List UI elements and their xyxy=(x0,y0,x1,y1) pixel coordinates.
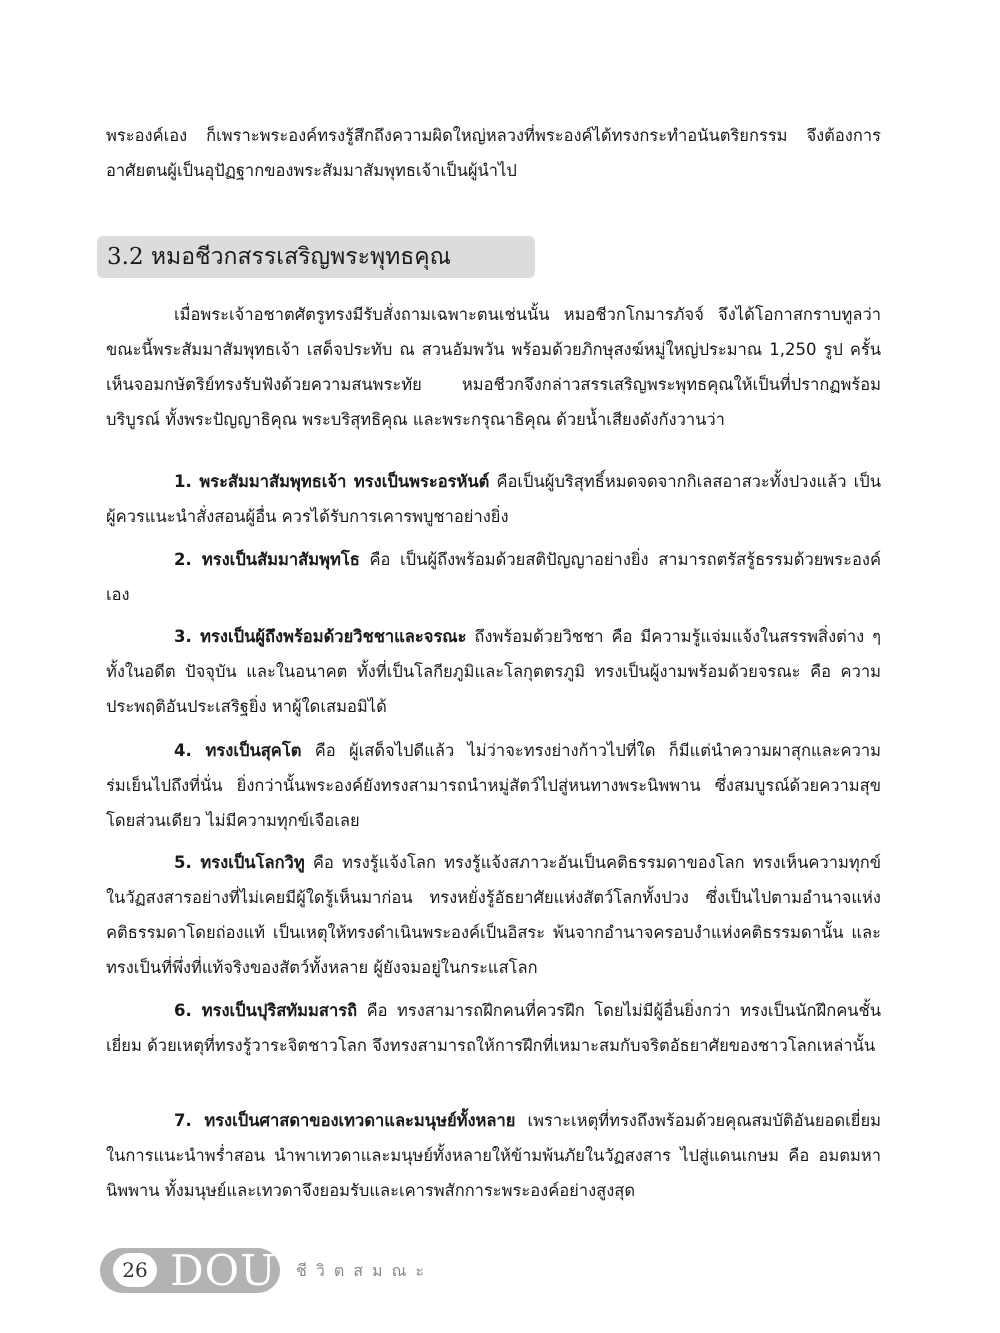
section-heading: 3.2 หมอชีวกสรรเสริญพระพุทธคุณ xyxy=(97,236,535,278)
item-text: ถึงพร้อมด้วยวิชชา คือ มีความรู้แจ่มแจ้งในสรรพสิ่งต่าง ๆ ทั้งในอดีต ปัจจุบัน และในอนาคต ทั้งที่เป็นโลกียภูมิและโลกุตตรภูมิ ทรงเป็นผู้งามพร้อมด้วยจรณะ คือ ความประพฤติอันประเสริฐยิ่ง หาผู้ใดเสมอมิได้ xyxy=(106,627,881,716)
intro-paragraph: พระองค์เอง ก็เพราะพระองค์ทรงรู้สึกถึงความผิดใหญ่หลวงที่พระองค์ได้ทรงกระทำอนันตริยกรรม จึงต้องการอาศัยตนผู้เป็นอุปัฏฐากของพระสัมมาสัมพุทธเจ้าเป็นผู้นำไป xyxy=(106,126,881,180)
dou-logo: DOU xyxy=(170,1246,277,1295)
item-text: เพราะเหตุที่ทรงถึงพร้อมด้วยคุณสมบัติอันยอดเยี่ยม ในการแนะนำพร่ำสอน นำพาเทวดาและมนุษย์ทั้งหลายให้ข้ามพ้นภัยในวัฏสงสาร ไปสู่แดนเกษม คือ อมตมหานิพพาน ทั้งมนุษย์และเทวดาจึงยอมรับและเคารพสักการะพระองค์อย่างสูงสุด xyxy=(106,1111,881,1200)
item-title: 2. ทรงเป็นสัมมาสัมพุทโธ xyxy=(174,550,360,569)
list-item xyxy=(106,464,881,534)
item-text: คือ ผู้เสด็จไปดีแล้ว ไม่ว่าจะทรงย่างก้าวไปที่ใด ก็มีแต่นำความผาสุกและความร่มเย็นไปถึงที่นั่น ยิ่งกว่านั้นพระองค์ยังทรงสามารถนำหมู่สัตว์ไปสู่หนทางพระนิพพาน ซึ่งสมบูรณ์ด้วยความสุขโดยส่วนเดียว ไม่มีความทุกข์เจือเลย xyxy=(106,741,881,830)
list-item xyxy=(106,845,881,985)
list-item xyxy=(106,542,881,612)
item-text: คือ เป็นผู้ถึงพร้อมด้วยสติปัญญาอย่างยิ่ง สามารถตรัสรู้ธรรมด้วยพระองค์เอง xyxy=(106,550,882,604)
item-title: 3. ทรงเป็นผู้ถึงพร้อมด้วยวิชชาและจรณะ xyxy=(174,627,467,646)
list-item xyxy=(106,733,881,838)
page-number: 26 xyxy=(113,1253,157,1287)
book-title: ชีวิตสมณะ xyxy=(296,1261,433,1280)
item-title: 5. ทรงเป็นโลกวิทู xyxy=(174,853,305,872)
list-item xyxy=(106,1103,881,1208)
item-title: 7. ทรงเป็นศาสดาของเทวดาและมนุษย์ทั้งหลาย xyxy=(174,1111,516,1130)
item-text: คือ ทรงรู้แจ้งโลก ทรงรู้แจ้งสภาวะอันเป็นคติธรรมดาของโลก ทรงเห็นความทุกข์ในวัฏสงสารอย่างที่ไม่เคยมีผู้ใดรู้เห็นมาก่อน ทรงหยั่งรู้อัธยาศัยแห่งสัตว์โลกทั้งปวง ซึ่งเป็นไปตามอำนาจแห่งคติธรรมดาโดยถ่องแท้ เป็นเหตุให้ทรงดำเนินพระองค์เป็นอิสระ พ้นจากอำนาจครอบงำแห่งคติธรรมดานั้น และทรงเป็นที่พึ่งที่แท้จริงของสัตว์ทั้งหลาย ผู้ยังจมอยู่ในกระแสโลก xyxy=(106,853,881,977)
item-title: 1. พระสัมมาสัมพุทธเจ้า ทรงเป็นพระอรหันต์ xyxy=(174,472,490,491)
list-item xyxy=(106,619,881,724)
item-title: 4. ทรงเป็นสุคโต xyxy=(174,741,302,760)
item-text: คือเป็นผู้บริสุทธิ์หมดจดจากกิเลสอาสวะทั้งปวงแล้ว เป็นผู้ควรแนะนำสั่งสอนผู้อื่น ควรได้รับการเคารพบูชาอย่างยิ่ง xyxy=(106,472,881,526)
list-item xyxy=(106,993,881,1063)
section-paragraph: เมื่อพระเจ้าอชาตศัตรูทรงมีรับสั่งถามเฉพาะตนเช่นนั้น หมอชีวกโกมารภัจจ์ จึงได้โอกาสกราบทูลว่า ขณะนี้พระสัมมาสัมพุทธเจ้า เสด็จประทับ ณ สวนอัมพวัน พร้อมด้วยภิกษุสงฆ์หมู่ใหญ่ประมาณ 1,250 รูป ครั้นเห็นจอมกษัตริย์ทรงรับฟังด้วยความสนพระทัย หมอชีวกจึงกล่าวสรรเสริญพระพุทธคุณให้เป็นที่ปรากฏพร้อมบริบูรณ์ ทั้งพระปัญญาธิคุณ พระบริสุทธิคุณ และพระกรุณาธิคุณ ด้วยน้ำเสียงดังกังวานว่า xyxy=(106,305,881,429)
item-text: คือ ทรงสามารถฝึกคนที่ควรฝึก โดยไม่มีผู้อื่นยิ่งกว่า ทรงเป็นนักฝึกคนชั้นเยี่ยม ด้วยเหตุที่ทรงรู้วาระจิตชาวโลก จึงทรงสามารถให้การฝึกที่เหมาะสมกับจริตอัธยาศัยของชาวโลกเหล่านั้น xyxy=(106,1001,881,1055)
item-title: 6. ทรงเป็นปุริสทัมมสารถิ xyxy=(174,1001,358,1020)
